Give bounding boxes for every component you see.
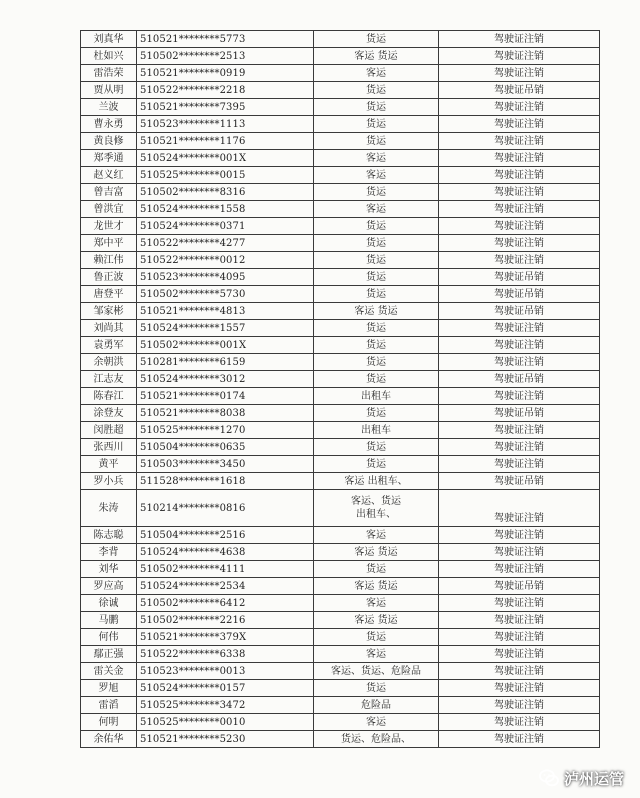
id-number-cell: 510522********6338 bbox=[137, 646, 314, 663]
id-number-cell: 510521********4813 bbox=[137, 303, 314, 320]
table-row bbox=[81, 388, 600, 405]
id-number-cell: 510502********2513 bbox=[137, 48, 314, 65]
id-number-cell: 510504********0635 bbox=[137, 439, 314, 456]
name-cell: 闵胜超 bbox=[81, 422, 137, 439]
table-row bbox=[81, 116, 600, 133]
license-action-cell: 驾驶证吊销 bbox=[439, 405, 600, 422]
id-number-cell: 510523********4095 bbox=[137, 269, 314, 286]
name-cell: 赖江伟 bbox=[81, 252, 137, 269]
id-number-cell: 510522********0012 bbox=[137, 252, 314, 269]
id-number-cell: 510214********0816 bbox=[137, 490, 314, 527]
id-number-cell: 510502********4111 bbox=[137, 561, 314, 578]
name-cell: 余佑华 bbox=[81, 731, 137, 748]
id-number-cell: 510523********1113 bbox=[137, 116, 314, 133]
name-cell: 唐登平 bbox=[81, 286, 137, 303]
id-number-cell: 510524********1558 bbox=[137, 201, 314, 218]
license-action-cell: 驾驶证注销 bbox=[439, 116, 600, 133]
id-number-cell: 510502********2216 bbox=[137, 612, 314, 629]
name-cell: 曹永勇 bbox=[81, 116, 137, 133]
name-cell: 罗旭 bbox=[81, 680, 137, 697]
name-cell: 郑季通 bbox=[81, 150, 137, 167]
vehicle-type-cell: 客运 bbox=[314, 167, 439, 184]
license-action-cell: 驾驶证吊销 bbox=[439, 303, 600, 320]
wechat-icon bbox=[539, 769, 559, 787]
id-number-cell: 510521********5773 bbox=[137, 31, 314, 48]
name-cell: 刘华 bbox=[81, 561, 137, 578]
id-number-cell: 510524********3012 bbox=[137, 371, 314, 388]
license-action-cell: 驾驶证注销 bbox=[439, 65, 600, 82]
table-row bbox=[81, 561, 600, 578]
watermark bbox=[539, 766, 624, 790]
vehicle-type-cell: 货运 bbox=[314, 371, 439, 388]
name-cell: 邹家彬 bbox=[81, 303, 137, 320]
name-cell: 黄良修 bbox=[81, 133, 137, 150]
vehicle-type-cell: 客运 bbox=[314, 527, 439, 544]
name-cell: 涂登友 bbox=[81, 405, 137, 422]
vehicle-type-cell: 客运、货运 出租车、 bbox=[314, 490, 439, 527]
license-action-cell: 驾驶证注销 bbox=[439, 456, 600, 473]
license-action-cell: 驾驶证注销 bbox=[439, 697, 600, 714]
name-cell: 何明 bbox=[81, 714, 137, 731]
table-row bbox=[81, 167, 600, 184]
id-number-cell: 510525********1270 bbox=[137, 422, 314, 439]
license-action-cell: 驾驶证注销 bbox=[439, 422, 600, 439]
vehicle-type-cell: 客运 货运 bbox=[314, 578, 439, 595]
name-cell: 江志友 bbox=[81, 371, 137, 388]
table-row bbox=[81, 680, 600, 697]
table-row bbox=[81, 527, 600, 544]
table-row bbox=[81, 595, 600, 612]
vehicle-type-cell: 客运 货运 bbox=[314, 303, 439, 320]
driver-license-table bbox=[80, 30, 600, 748]
id-number-cell: 510525********0010 bbox=[137, 714, 314, 731]
table-row bbox=[81, 646, 600, 663]
vehicle-type-cell: 货运 bbox=[314, 82, 439, 99]
table-row bbox=[81, 150, 600, 167]
license-action-cell: 驾驶证注销 bbox=[439, 561, 600, 578]
license-action-cell: 驾驶证注销 bbox=[439, 612, 600, 629]
license-action-cell: 驾驶证注销 bbox=[439, 354, 600, 371]
license-action-cell: 驾驶证注销 bbox=[439, 388, 600, 405]
table-row bbox=[81, 218, 600, 235]
name-cell: 刘真华 bbox=[81, 31, 137, 48]
vehicle-type-cell: 货运 bbox=[314, 354, 439, 371]
table-row bbox=[81, 320, 600, 337]
table-row bbox=[81, 235, 600, 252]
vehicle-type-cell: 货运 bbox=[314, 184, 439, 201]
license-action-cell: 驾驶证注销 bbox=[439, 490, 600, 527]
id-number-cell: 510525********3472 bbox=[137, 697, 314, 714]
vehicle-type-cell: 货运 bbox=[314, 269, 439, 286]
id-number-cell: 510502********001X bbox=[137, 337, 314, 354]
vehicle-type-cell: 货运 bbox=[314, 456, 439, 473]
id-number-cell: 510521********5230 bbox=[137, 731, 314, 748]
name-cell: 徐诚 bbox=[81, 595, 137, 612]
license-action-cell: 驾驶证注销 bbox=[439, 167, 600, 184]
name-cell: 赵义红 bbox=[81, 167, 137, 184]
table-row bbox=[81, 422, 600, 439]
table-row bbox=[81, 269, 600, 286]
license-action-cell: 驾驶证注销 bbox=[439, 48, 600, 65]
license-action-cell: 驾驶证注销 bbox=[439, 439, 600, 456]
name-cell: 陈春江 bbox=[81, 388, 137, 405]
id-number-cell: 510524********0371 bbox=[137, 218, 314, 235]
name-cell: 袁勇军 bbox=[81, 337, 137, 354]
vehicle-type-cell: 货运 bbox=[314, 680, 439, 697]
id-number-cell: 510502********8316 bbox=[137, 184, 314, 201]
table-row bbox=[81, 697, 600, 714]
table-row bbox=[81, 354, 600, 371]
id-number-cell: 510502********5730 bbox=[137, 286, 314, 303]
vehicle-type-cell: 出租车 bbox=[314, 388, 439, 405]
table-row bbox=[81, 731, 600, 748]
table-row bbox=[81, 629, 600, 646]
name-cell: 兰波 bbox=[81, 99, 137, 116]
vehicle-type-cell: 货运、危险品、 bbox=[314, 731, 439, 748]
vehicle-type-cell: 货运 bbox=[314, 629, 439, 646]
table-row bbox=[81, 184, 600, 201]
name-cell: 龙世才 bbox=[81, 218, 137, 235]
name-cell: 鲁正波 bbox=[81, 269, 137, 286]
table-row bbox=[81, 405, 600, 422]
id-number-cell: 510521********1176 bbox=[137, 133, 314, 150]
vehicle-type-cell: 危险品 bbox=[314, 697, 439, 714]
vehicle-type-cell: 客运 货运 bbox=[314, 612, 439, 629]
license-action-cell: 驾驶证注销 bbox=[439, 714, 600, 731]
table-row bbox=[81, 714, 600, 731]
id-number-cell: 510524********0157 bbox=[137, 680, 314, 697]
name-cell: 李背 bbox=[81, 544, 137, 561]
license-action-cell: 驾驶证吊销 bbox=[439, 578, 600, 595]
license-action-cell: 驾驶证吊销 bbox=[439, 82, 600, 99]
vehicle-type-cell: 货运 bbox=[314, 439, 439, 456]
name-cell: 黄平 bbox=[81, 456, 137, 473]
vehicle-type-cell: 客运 出租车、 bbox=[314, 473, 439, 490]
vehicle-type-cell: 客运 货运 bbox=[314, 544, 439, 561]
license-action-cell: 驾驶证注销 bbox=[439, 731, 600, 748]
table-row bbox=[81, 439, 600, 456]
license-action-cell: 驾驶证注销 bbox=[439, 150, 600, 167]
vehicle-type-cell: 出租车 bbox=[314, 422, 439, 439]
license-action-cell: 驾驶证注销 bbox=[439, 527, 600, 544]
vehicle-type-cell: 货运 bbox=[314, 561, 439, 578]
vehicle-type-cell: 货运 bbox=[314, 31, 439, 48]
id-number-cell: 510504********2516 bbox=[137, 527, 314, 544]
id-number-cell: 511528********1618 bbox=[137, 473, 314, 490]
vehicle-type-cell: 客运、货运、危险品 bbox=[314, 663, 439, 680]
name-cell: 何伟 bbox=[81, 629, 137, 646]
name-cell: 鄢正强 bbox=[81, 646, 137, 663]
license-action-cell: 驾驶证注销 bbox=[439, 218, 600, 235]
id-number-cell: 510524********1557 bbox=[137, 320, 314, 337]
table-row bbox=[81, 286, 600, 303]
table-row bbox=[81, 133, 600, 150]
id-number-cell: 510523********0013 bbox=[137, 663, 314, 680]
table-row bbox=[81, 663, 600, 680]
table-row bbox=[81, 252, 600, 269]
vehicle-type-cell: 客运 bbox=[314, 714, 439, 731]
table-row bbox=[81, 578, 600, 595]
id-number-cell: 510521********7395 bbox=[137, 99, 314, 116]
vehicle-type-cell: 货运 bbox=[314, 405, 439, 422]
watermark-text: 泸州运管 bbox=[563, 769, 624, 788]
table-row bbox=[81, 371, 600, 388]
license-action-cell: 驾驶证吊销 bbox=[439, 286, 600, 303]
table-row bbox=[81, 48, 600, 65]
vehicle-type-cell: 客运 bbox=[314, 65, 439, 82]
table-row bbox=[81, 612, 600, 629]
id-number-cell: 510521********0919 bbox=[137, 65, 314, 82]
name-cell: 马鹏 bbox=[81, 612, 137, 629]
table-row bbox=[81, 82, 600, 99]
vehicle-type-cell: 货运 bbox=[314, 320, 439, 337]
license-action-cell: 驾驶证注销 bbox=[439, 133, 600, 150]
license-action-cell: 驾驶证注销 bbox=[439, 646, 600, 663]
id-number-cell: 510502********6412 bbox=[137, 595, 314, 612]
table-row bbox=[81, 456, 600, 473]
name-cell: 张西川 bbox=[81, 439, 137, 456]
license-action-cell: 驾驶证注销 bbox=[439, 680, 600, 697]
name-cell: 杜如兴 bbox=[81, 48, 137, 65]
license-action-cell: 驾驶证注销 bbox=[439, 99, 600, 116]
name-cell: 刘尚其 bbox=[81, 320, 137, 337]
vehicle-type-cell: 客运 bbox=[314, 201, 439, 218]
license-action-cell: 驾驶证吊销 bbox=[439, 371, 600, 388]
vehicle-type-cell: 客运 bbox=[314, 595, 439, 612]
license-action-cell: 驾驶证注销 bbox=[439, 252, 600, 269]
license-action-cell: 驾驶证注销 bbox=[439, 544, 600, 561]
license-action-cell: 驾驶证注销 bbox=[439, 320, 600, 337]
vehicle-type-cell: 货运 bbox=[314, 235, 439, 252]
name-cell: 曾洪宜 bbox=[81, 201, 137, 218]
vehicle-type-cell: 货运 bbox=[314, 133, 439, 150]
vehicle-type-cell: 货运 bbox=[314, 286, 439, 303]
name-cell: 郑中平 bbox=[81, 235, 137, 252]
license-action-cell: 驾驶证注销 bbox=[439, 629, 600, 646]
license-action-cell: 驾驶证吊销 bbox=[439, 473, 600, 490]
table-row bbox=[81, 544, 600, 561]
table-row bbox=[81, 490, 600, 527]
license-action-cell: 驾驶证注销 bbox=[439, 235, 600, 252]
name-cell: 罗小兵 bbox=[81, 473, 137, 490]
name-cell: 雷滔 bbox=[81, 697, 137, 714]
license-action-cell: 驾驶证注销 bbox=[439, 595, 600, 612]
vehicle-type-cell: 货运 bbox=[314, 218, 439, 235]
id-number-cell: 510525********0015 bbox=[137, 167, 314, 184]
id-number-cell: 510522********2218 bbox=[137, 82, 314, 99]
name-cell: 罗应高 bbox=[81, 578, 137, 595]
license-action-cell: 驾驶证注销 bbox=[439, 663, 600, 680]
vehicle-type-cell: 货运 bbox=[314, 337, 439, 354]
vehicle-type-cell: 货运 bbox=[314, 116, 439, 133]
id-number-cell: 510524********4638 bbox=[137, 544, 314, 561]
name-cell: 余朝洪 bbox=[81, 354, 137, 371]
table-row bbox=[81, 99, 600, 116]
id-number-cell: 510521********0174 bbox=[137, 388, 314, 405]
vehicle-type-cell: 货运 bbox=[314, 99, 439, 116]
license-action-cell: 驾驶证吊销 bbox=[439, 269, 600, 286]
id-number-cell: 510503********3450 bbox=[137, 456, 314, 473]
license-action-cell: 驾驶证注销 bbox=[439, 31, 600, 48]
table-row bbox=[81, 65, 600, 82]
id-number-cell: 510521********8038 bbox=[137, 405, 314, 422]
id-number-cell: 510524********001X bbox=[137, 150, 314, 167]
vehicle-type-cell: 货运 bbox=[314, 252, 439, 269]
vehicle-type-cell: 客运 货运 bbox=[314, 48, 439, 65]
table-row bbox=[81, 201, 600, 218]
vehicle-type-cell: 客运 bbox=[314, 646, 439, 663]
table-row bbox=[81, 31, 600, 48]
name-cell: 陈志聪 bbox=[81, 527, 137, 544]
name-cell: 朱涛 bbox=[81, 490, 137, 527]
license-action-cell: 驾驶证注销 bbox=[439, 201, 600, 218]
table-row bbox=[81, 337, 600, 354]
id-number-cell: 510281********6159 bbox=[137, 354, 314, 371]
name-cell: 雷浩荣 bbox=[81, 65, 137, 82]
id-number-cell: 510524********2534 bbox=[137, 578, 314, 595]
table-row bbox=[81, 303, 600, 320]
table-row bbox=[81, 473, 600, 490]
license-action-cell: 驾驶证注销 bbox=[439, 337, 600, 354]
name-cell: 雷关金 bbox=[81, 663, 137, 680]
vehicle-type-cell: 客运 bbox=[314, 150, 439, 167]
name-cell: 曾吉富 bbox=[81, 184, 137, 201]
name-cell: 贾从明 bbox=[81, 82, 137, 99]
id-number-cell: 510522********4277 bbox=[137, 235, 314, 252]
license-action-cell: 驾驶证注销 bbox=[439, 184, 600, 201]
id-number-cell: 510521********379X bbox=[137, 629, 314, 646]
